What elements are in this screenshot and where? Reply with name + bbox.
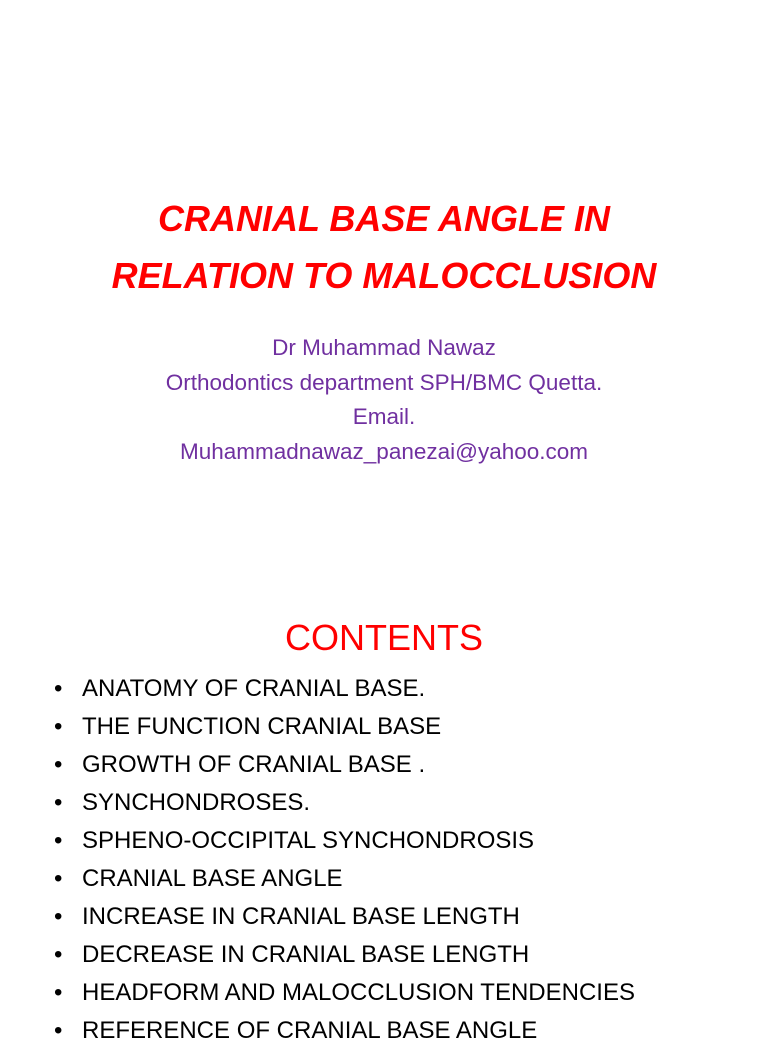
list-item [50, 746, 760, 784]
list-item [50, 974, 760, 1012]
list-item [50, 822, 760, 860]
slide-subtitle [0, 331, 768, 469]
list-item [50, 898, 760, 936]
list-item [50, 670, 760, 708]
contents-list [50, 670, 760, 1050]
bullet-icon: • [54, 1017, 63, 1044]
contents-heading: CONTENTS [285, 617, 483, 658]
bullet-icon: • [54, 827, 63, 854]
list-item-text: ANATOMY OF CRANIAL BASE. [82, 675, 426, 702]
slide-title-line-2: RELATION TO MALOCCLUSION [111, 255, 657, 296]
list-item [50, 708, 760, 746]
list-item-text: CRANIAL BASE ANGLE [82, 865, 343, 892]
author-name: Dr Muhammad Nawaz [272, 335, 496, 360]
list-item-text: THE FUNCTION CRANIAL BASE [82, 713, 442, 740]
bullet-icon: • [54, 789, 63, 816]
list-item [50, 936, 760, 974]
list-item [50, 784, 760, 822]
bullet-icon: • [54, 751, 63, 778]
list-item-text: INCREASE IN CRANIAL BASE LENGTH [82, 903, 520, 930]
list-item-text: SYNCHONDROSES. [82, 789, 311, 816]
bullet-icon: • [54, 865, 63, 892]
list-item-text: DECREASE IN CRANIAL BASE LENGTH [82, 941, 530, 968]
author-department: Orthodontics department SPH/BMC Quetta. [165, 369, 603, 395]
list-item-text: SPHENO-OCCIPITAL SYNCHONDROSIS [82, 827, 535, 854]
email-address: Muhammadnawaz_panezai@yahoo.com [179, 438, 589, 464]
bullet-icon: • [54, 903, 63, 930]
email-label: Email. [352, 404, 416, 429]
list-item-text: HEADFORM AND MALOCCLUSION TENDENCIES [82, 979, 635, 1006]
slide-title-line-1: CRANIAL BASE ANGLE IN [157, 198, 611, 239]
slide-title [0, 190, 768, 304]
list-item-text: REFERENCE OF CRANIAL BASE ANGLE [82, 1017, 538, 1044]
contents-slide [0, 576, 768, 1044]
bullet-icon: • [54, 675, 63, 702]
bullet-icon: • [54, 941, 63, 968]
bullet-icon: • [54, 713, 63, 740]
bullet-icon: • [54, 979, 63, 1006]
list-item [50, 1012, 760, 1050]
list-item-text: GROWTH OF CRANIAL BASE . [82, 751, 426, 778]
list-item [50, 860, 760, 898]
